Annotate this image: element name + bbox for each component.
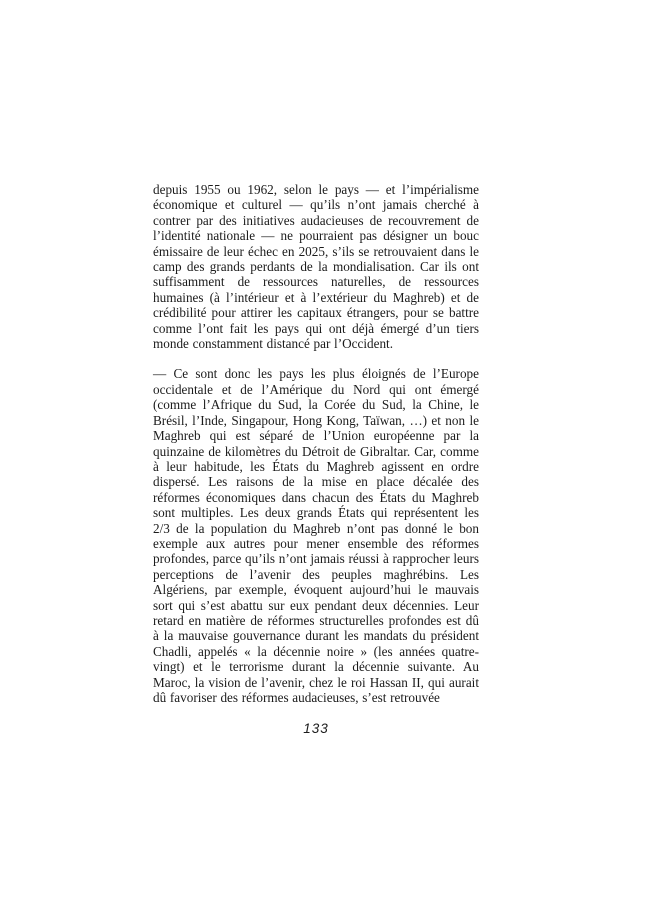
- paragraph-2: — Ce sont donc les pays les plus éloignés de l’Europe occidentale et de l’Amérique du Nord qui ont émergé (comme l’Afrique du Sud, la Corée du Sud, la Chine, le Brésil, l’Inde, Singapour, Hong Kong, Taïwan, …) et non le Maghreb qui est séparé de l’Union européenne par la quinzaine de kilomètres du Détroit de Gibraltar. Car, comme à leur habitude, les États du Maghreb agissent en ordre dispersé. Les raisons de la mise en place décalée des réformes économiques dans chacun des États du Maghreb sont multiples. Les deux grands États qui représentent les 2/3 de la population du Maghreb n’ont pas donné le bon exemple aux autres pour mener ensemble des réformes profondes, parce qu’ils n’ont jamais réussi à rapprocher leurs perceptions de l’avenir des peuples maghrébins. Les Algériens, par exemple, évoquent aujourd’hui le mauvais sort qui s’est abattu sur eux pendant deux décennies. Leur retard en matière de réformes structurelles profondes est dû à la mauvaise gouvernance durant les mandats du président Chadli, appelés « la décennie noire » (les années quatre-vingt) et le terrorisme durant la décennie suivante. Au Maroc, la vision de l’avenir, chez le roi Hassan II, qui aurait dû favoriser des réformes audacieuses, s’est retrouvée: [153, 366, 479, 705]
- page-number: 133: [303, 721, 329, 737]
- paragraph-1: depuis 1955 ou 1962, selon le pays — et l’impérialisme économique et culturel — qu’ils n’ont jamais cherché à contrer par des initiatives audacieuses de recouvrement de l’identité nationale — ne pourraient pas désigner un bouc émissaire de leur échec en 2025, s’ils se retrouvaient dans le camp des grands perdants de la mondialisation. Car ils ont suffisamment de ressources naturelles, de ressources humaines (à l’intérieur et à l’extérieur du Maghreb) et de crédibilité pour attirer les capitaux étrangers, pour se battre comme l’ont fait les pays qui ont déjà émergé d’un tiers monde constamment distancé par l’Occident.: [153, 182, 479, 352]
- text-block: [153, 182, 479, 736]
